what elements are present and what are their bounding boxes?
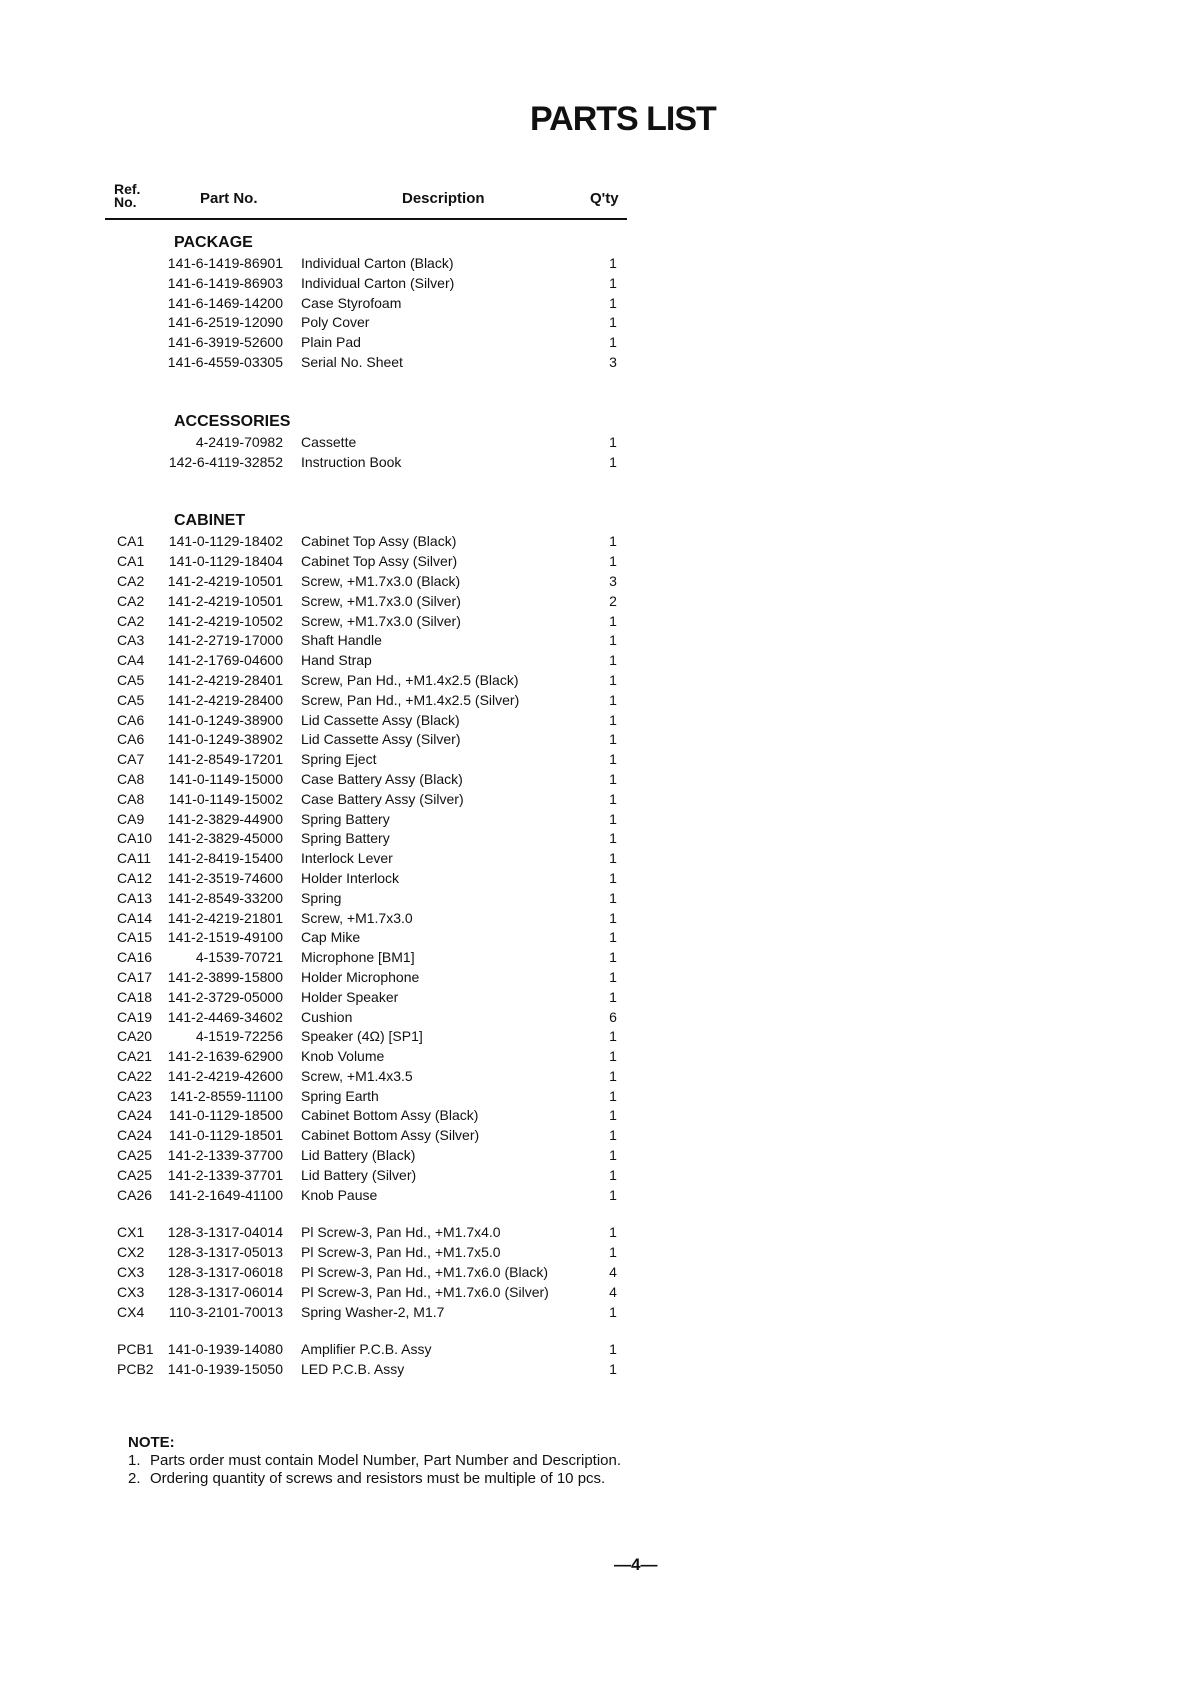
ref-no-cell: CA19	[117, 1008, 153, 1025]
description-cell: Cabinet Bottom Assy (Black)	[301, 1107, 479, 1124]
description-cell: Screw, Pan Hd., +M1.4x2.5 (Black)	[301, 671, 519, 688]
ref-no-cell: CA12	[117, 869, 153, 886]
qty-cell: 1	[609, 1127, 617, 1144]
ref-no-cell: CA2	[117, 572, 145, 589]
part-no-cell: 141-2-4219-28400	[167, 691, 283, 708]
qty-cell: 1	[609, 1147, 617, 1164]
note-text: Ordering quantity of screws and resistors must be multiple of 10 pcs.	[150, 1470, 606, 1487]
qty-cell: 1	[609, 294, 617, 311]
header-description: Description	[402, 190, 485, 207]
ref-no-cell: CA3	[117, 632, 145, 649]
part-no-cell: 141-2-4219-10501	[167, 592, 283, 609]
part-no-cell: 141-0-1149-15002	[168, 790, 283, 807]
table-row	[105, 1303, 645, 1323]
table-row	[105, 849, 645, 869]
ref-no-cell: CA13	[117, 889, 153, 906]
part-no-cell: 128-3-1317-05013	[167, 1244, 283, 1261]
ref-no-cell: CA14	[117, 909, 153, 926]
table-row	[105, 1223, 645, 1243]
ref-no-cell	[105, 274, 163, 294]
qty-cell: 6	[609, 1008, 617, 1025]
table-row	[105, 671, 645, 691]
ref-no-cell: PCB2	[117, 1361, 154, 1378]
table-row	[105, 572, 645, 592]
part-no-cell: 141-2-1339-37700	[167, 1147, 283, 1164]
table-row	[105, 353, 645, 373]
ref-no-cell	[105, 333, 163, 353]
table-row	[105, 1126, 645, 1146]
part-no-cell: 142-6-4119-32852	[168, 453, 283, 470]
table-row	[105, 532, 645, 552]
qty-cell: 3	[609, 353, 617, 370]
part-no-cell: 4-1539-70721	[195, 949, 283, 966]
description-cell: Pl Screw-3, Pan Hd., +M1.7x6.0 (Silver)	[301, 1283, 549, 1300]
part-no-cell: 141-0-1939-14080	[167, 1341, 283, 1358]
description-cell: Case Styrofoam	[301, 294, 402, 311]
description-cell: Spring Eject	[301, 751, 377, 768]
description-cell: Serial No. Sheet	[301, 353, 403, 370]
part-no-cell: 141-0-1249-38900	[167, 711, 283, 728]
part-no-cell: 141-0-1129-18404	[168, 553, 283, 570]
ref-no-cell	[105, 294, 163, 314]
ref-no-cell: CA8	[117, 790, 145, 807]
part-no-cell: 141-2-4219-21801	[167, 909, 283, 926]
table-row	[105, 1027, 645, 1047]
table-row	[105, 1186, 645, 1206]
table-row	[105, 333, 645, 353]
description-cell: Screw, +M1.4x3.5	[301, 1067, 413, 1084]
qty-cell: 1	[609, 731, 617, 748]
description-cell: Cushion	[301, 1008, 353, 1025]
qty-cell: 1	[609, 929, 617, 946]
note-title: NOTE:	[128, 1434, 175, 1451]
description-cell: Holder Microphone	[301, 968, 420, 985]
table-row	[105, 711, 645, 731]
qty-cell: 1	[609, 751, 617, 768]
part-no-cell: 141-2-4219-10501	[167, 572, 283, 589]
description-cell: Speaker (4Ω) [SP1]	[301, 1028, 423, 1045]
ref-no-cell: CA25	[117, 1147, 153, 1164]
description-cell: Shaft Handle	[301, 632, 382, 649]
part-no-cell: 4-1519-72256	[195, 1028, 283, 1045]
part-no-cell: 141-2-4469-34602	[167, 1008, 283, 1025]
ref-no-cell: CA8	[117, 770, 145, 787]
qty-cell: 1	[609, 830, 617, 847]
table-row	[105, 1008, 645, 1028]
description-cell: Lid Battery (Black)	[301, 1147, 416, 1164]
qty-cell: 1	[609, 988, 617, 1005]
note-text: Parts order must contain Model Number, Part Number and Description.	[150, 1452, 622, 1469]
description-cell: Holder Speaker	[301, 988, 399, 1005]
ref-no-cell: CA5	[117, 671, 145, 688]
ref-no-cell: CA20	[117, 1028, 153, 1045]
part-no-cell: 141-2-8549-17201	[167, 751, 283, 768]
ref-no-cell: CA15	[117, 929, 153, 946]
page-number: —4—	[614, 1555, 658, 1574]
qty-cell: 1	[609, 1028, 617, 1045]
part-no-cell: 141-2-1769-04600	[167, 652, 283, 669]
table-row	[105, 869, 645, 889]
table-row	[105, 1146, 645, 1166]
header-ref-no: Ref. No.	[114, 181, 141, 210]
qty-cell: 1	[609, 949, 617, 966]
description-cell: Spring	[301, 889, 342, 906]
qty-cell: 1	[609, 909, 617, 926]
table-row	[105, 294, 645, 314]
description-cell: Knob Pause	[301, 1186, 378, 1203]
header-part-no: Part No.	[200, 190, 258, 207]
table-row	[105, 750, 645, 770]
description-cell: Pl Screw-3, Pan Hd., +M1.7x4.0	[301, 1224, 501, 1241]
table-row	[105, 1340, 645, 1360]
description-cell: Case Battery Assy (Black)	[301, 770, 463, 787]
qty-cell: 1	[609, 1224, 617, 1241]
description-cell: Cap Mike	[301, 929, 361, 946]
table-row	[105, 651, 645, 671]
part-no-cell: 141-2-3829-45000	[167, 830, 283, 847]
description-cell: Amplifier P.C.B. Assy	[301, 1341, 432, 1358]
part-no-cell: 128-3-1317-06018	[167, 1264, 283, 1281]
qty-cell: 1	[609, 274, 617, 291]
qty-cell: 1	[609, 1087, 617, 1104]
note-number: 1.	[128, 1452, 141, 1469]
part-no-cell: 141-0-1149-15000	[168, 770, 283, 787]
qty-cell: 1	[609, 314, 617, 331]
table-row	[105, 829, 645, 849]
table-row	[105, 254, 645, 274]
description-cell: Cassette	[301, 433, 357, 450]
ref-no-cell: CA2	[117, 592, 145, 609]
description-cell: Cabinet Bottom Assy (Silver)	[301, 1127, 480, 1144]
table-row	[105, 453, 645, 473]
qty-cell: 1	[609, 671, 617, 688]
qty-cell: 1	[609, 691, 617, 708]
part-no-cell: 141-6-3919-52600	[167, 334, 283, 351]
qty-cell: 1	[609, 453, 617, 470]
description-cell: Lid Cassette Assy (Black)	[301, 711, 460, 728]
ref-no-cell: CA25	[117, 1166, 153, 1183]
page-title: PARTS LIST	[530, 100, 716, 138]
part-no-cell: 141-2-4219-10502	[167, 612, 283, 629]
section-title: CABINET	[174, 512, 246, 530]
qty-cell: 1	[609, 770, 617, 787]
description-cell: Holder Interlock	[301, 869, 400, 886]
ref-no-cell: CA18	[117, 988, 153, 1005]
section-spacer	[105, 373, 645, 411]
table-row	[105, 1263, 645, 1283]
section-title: ACCESSORIES	[174, 412, 291, 430]
description-cell: Microphone [BM1]	[301, 949, 415, 966]
part-no-cell: 141-0-1129-18402	[168, 533, 283, 550]
table-row	[105, 889, 645, 909]
ref-no-cell: CX2	[117, 1244, 145, 1261]
ref-no-cell: CX3	[117, 1264, 145, 1281]
qty-cell: 1	[609, 968, 617, 985]
part-no-cell: 141-2-8419-15400	[167, 850, 283, 867]
ref-no-cell: CA4	[117, 652, 145, 669]
table-row	[105, 691, 645, 711]
qty-cell: 1	[609, 255, 617, 271]
qty-cell: 1	[609, 869, 617, 886]
qty-cell: 1	[609, 850, 617, 867]
description-cell: Case Battery Assy (Silver)	[301, 790, 464, 807]
table-row	[105, 1067, 645, 1087]
table-row	[105, 592, 645, 612]
qty-cell: 1	[609, 652, 617, 669]
table-row	[105, 968, 645, 988]
table-row	[105, 790, 645, 810]
description-cell: Spring Battery	[301, 830, 390, 847]
ref-no-cell: PCB1	[117, 1341, 154, 1358]
qty-cell: 1	[609, 533, 617, 550]
section-spacer	[105, 472, 645, 510]
qty-cell: 1	[609, 433, 617, 450]
description-cell: Individual Carton (Silver)	[301, 274, 455, 291]
part-no-cell: 128-3-1317-04014	[167, 1224, 283, 1241]
ref-no-cell: CA9	[117, 810, 145, 827]
ref-no-cell: CX3	[117, 1283, 145, 1300]
qty-cell: 1	[609, 1303, 617, 1320]
ref-no-cell: CA17	[117, 968, 153, 985]
ref-no-cell: CA6	[117, 711, 145, 728]
description-cell: Screw, +M1.7x3.0 (Black)	[301, 572, 461, 589]
table-row	[105, 770, 645, 790]
parts-table	[105, 232, 645, 1380]
description-cell: Hand Strap	[301, 652, 372, 669]
part-no-cell: 141-6-4559-03305	[167, 353, 283, 370]
ref-no-cell	[105, 313, 163, 333]
table-row	[105, 274, 645, 294]
qty-cell: 4	[609, 1283, 617, 1300]
part-no-cell: 141-0-1939-15050	[167, 1361, 283, 1378]
ref-no-cell: CA26	[117, 1186, 153, 1203]
note-item	[128, 1452, 624, 1470]
note-block	[128, 1434, 624, 1488]
description-cell: Pl Screw-3, Pan Hd., +M1.7x6.0 (Black)	[301, 1264, 549, 1281]
part-no-cell: 141-2-1339-37701	[167, 1166, 283, 1183]
part-no-cell: 141-0-1129-18500	[168, 1107, 283, 1124]
ref-no-cell: CA22	[117, 1067, 153, 1084]
description-cell: Cabinet Top Assy (Silver)	[301, 553, 458, 570]
part-no-cell: 141-0-1249-38902	[167, 731, 283, 748]
part-no-cell: 141-2-3899-15800	[167, 968, 283, 985]
qty-cell: 1	[609, 711, 617, 728]
part-no-cell: 141-2-8549-33200	[167, 889, 283, 906]
part-no-cell: 141-2-1649-41100	[168, 1186, 283, 1203]
part-no-cell: 141-2-2719-17000	[167, 632, 283, 649]
description-cell: Pl Screw-3, Pan Hd., +M1.7x5.0	[301, 1244, 501, 1261]
ref-no-cell: CA7	[117, 751, 145, 768]
table-row	[105, 1243, 645, 1263]
qty-cell: 1	[609, 632, 617, 649]
description-cell: Screw, +M1.7x3.0 (Silver)	[301, 612, 461, 629]
qty-cell: 1	[609, 1067, 617, 1084]
table-row	[105, 1047, 645, 1067]
part-no-cell: 128-3-1317-06014	[167, 1283, 283, 1300]
qty-cell: 1	[609, 889, 617, 906]
part-no-cell: 141-2-4219-42600	[167, 1067, 283, 1084]
ref-no-cell: CA16	[117, 949, 153, 966]
qty-cell: 1	[609, 1244, 617, 1261]
qty-cell: 1	[609, 1341, 617, 1358]
table-row	[105, 1087, 645, 1107]
part-no-cell: 110-3-2101-70013	[168, 1303, 283, 1320]
description-cell: Screw, +M1.7x3.0 (Silver)	[301, 592, 461, 609]
ref-no-cell: CA1	[117, 553, 145, 570]
part-no-cell: 141-2-3729-05000	[167, 988, 283, 1005]
description-cell: Poly Cover	[301, 314, 370, 331]
description-cell: Spring Earth	[301, 1087, 379, 1104]
table-row	[105, 552, 645, 572]
ref-no-cell	[105, 453, 163, 473]
table-row	[105, 612, 645, 632]
description-cell: Cabinet Top Assy (Black)	[301, 533, 457, 550]
table-row	[105, 1166, 645, 1186]
header-qty: Q'ty	[590, 190, 619, 207]
table-row	[105, 1106, 645, 1126]
part-no-cell: 141-2-1639-62900	[167, 1048, 283, 1065]
qty-cell: 1	[609, 1166, 617, 1183]
table-row	[105, 730, 645, 750]
qty-cell: 3	[609, 572, 617, 589]
table-row	[105, 433, 645, 453]
table-row	[105, 988, 645, 1008]
qty-cell: 4	[609, 1264, 617, 1281]
part-no-cell: 141-6-1419-86901	[167, 255, 283, 271]
qty-cell: 1	[609, 1186, 617, 1203]
qty-cell: 1	[609, 790, 617, 807]
qty-cell: 1	[609, 1361, 617, 1378]
part-no-cell: 141-0-1129-18501	[168, 1127, 283, 1144]
table-row	[105, 313, 645, 333]
ref-no-cell: CX1	[117, 1224, 145, 1241]
part-no-cell: 141-2-1519-49100	[167, 929, 283, 946]
note-item	[128, 1470, 624, 1488]
ref-no-cell: CA6	[117, 731, 145, 748]
part-no-cell: 141-2-3519-74600	[167, 869, 283, 886]
description-cell: LED P.C.B. Assy	[301, 1361, 405, 1378]
ref-no-cell: CA10	[117, 830, 153, 847]
header-divider	[105, 218, 627, 220]
description-cell: Instruction Book	[301, 453, 402, 470]
qty-cell: 1	[609, 1107, 617, 1124]
description-cell: Plain Pad	[301, 334, 361, 351]
part-no-cell: 4-2419-70982	[195, 433, 283, 450]
table-row	[105, 1360, 645, 1380]
description-cell: Interlock Lever	[301, 850, 393, 867]
qty-cell: 1	[609, 334, 617, 351]
section-spacer	[105, 1205, 645, 1223]
part-no-cell: 141-2-4219-28401	[167, 671, 283, 688]
qty-cell: 1	[609, 1048, 617, 1065]
table-row	[105, 631, 645, 651]
ref-no-cell	[105, 353, 163, 373]
ref-no-cell: CA24	[117, 1127, 153, 1144]
part-no-cell: 141-6-2519-12090	[167, 314, 283, 331]
part-no-cell: 141-2-8559-11100	[169, 1087, 283, 1104]
note-number: 2.	[128, 1470, 141, 1487]
ref-no-cell: CA5	[117, 691, 145, 708]
qty-cell: 2	[609, 592, 617, 609]
part-no-cell: 141-2-3829-44900	[167, 810, 283, 827]
table-row	[105, 948, 645, 968]
description-cell: Individual Carton (Black)	[301, 255, 454, 271]
ref-no-cell: CX4	[117, 1303, 145, 1320]
description-cell: Spring Washer-2, M1.7	[301, 1303, 445, 1320]
table-row	[105, 909, 645, 929]
section-spacer	[105, 1322, 645, 1340]
ref-no-cell: CA23	[117, 1087, 153, 1104]
ref-no-cell: CA2	[117, 612, 145, 629]
description-cell: Screw, Pan Hd., +M1.4x2.5 (Silver)	[301, 691, 520, 708]
section-title: PACKAGE	[174, 234, 253, 251]
qty-cell: 1	[609, 612, 617, 629]
part-no-cell: 141-6-1419-86903	[167, 274, 283, 291]
description-cell: Spring Battery	[301, 810, 390, 827]
qty-cell: 1	[609, 810, 617, 827]
ref-no-cell: CA24	[117, 1107, 153, 1124]
description-cell: Screw, +M1.7x3.0	[301, 909, 413, 926]
ref-no-cell: CA11	[117, 850, 151, 867]
table-row	[105, 810, 645, 830]
ref-no-cell: CA21	[117, 1048, 153, 1065]
ref-no-cell	[105, 254, 163, 274]
table-row	[105, 1283, 645, 1303]
ref-no-cell: CA1	[117, 533, 145, 550]
ref-no-cell	[105, 433, 163, 453]
part-no-cell: 141-6-1469-14200	[167, 294, 283, 311]
table-row	[105, 928, 645, 948]
description-cell: Lid Cassette Assy (Silver)	[301, 731, 461, 748]
qty-cell: 1	[609, 553, 617, 570]
description-cell: Knob Volume	[301, 1048, 385, 1065]
description-cell: Lid Battery (Silver)	[301, 1166, 417, 1183]
